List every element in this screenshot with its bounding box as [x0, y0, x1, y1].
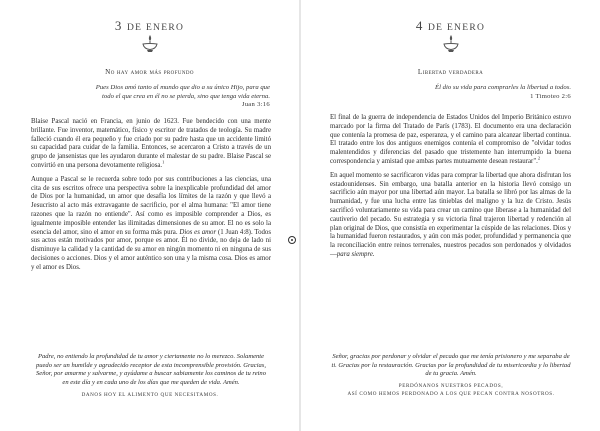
right-paragraph-1: [330, 114, 571, 167]
left-paragraph-2-emphasis: Dios es amor: [179, 228, 217, 236]
left-body-text: [31, 118, 271, 278]
right-devotional-title: Libertad verdadera: [417, 68, 484, 76]
binder-ring-left-icon: [288, 236, 296, 244]
right-quote-line1: Él dio su vida para comprarles la libertad a todos.: [435, 84, 571, 91]
right-paragraph-1-text: El final de la guerra de independencia de Estados Unidos del Imperio Británico estuvo marcado por la firma del Tratado de París (1783). El documento era una declaración que contenía la promesa de paz, esperanza, y el camino para alcanzar libertad continua. El tratado entre los dos antiguos enemigos contenía el compromiso de "olvidar todos malentendidos y diferencias del pasado que tristemente han interrumpido la buena correspondencia y amistad que ambas partes mutuamente desean restaurar".: [330, 114, 571, 165]
right-closing-block: [331, 383, 571, 398]
left-quote-reference: Juan 3:16: [241, 101, 270, 109]
left-devotional-title: No hay amor más profundo: [105, 68, 194, 76]
right-prayer: Señor, gracias por perdonar y olvidar el pecado que me tenía prisionero y me separaba de ti. Gracias por la restauración. Gracias por la profundidad de tu misericordia y lo libertad de tu gracia. Amén.: [331, 353, 571, 378]
right-scripture-quote: [331, 84, 571, 101]
right-date-month: DE ENERO: [428, 23, 486, 33]
right-paragraph-2-text: En aquel momento se sacrificaron vidas para comprar la libertad que ahora disfrutan los estadounidenses. Sin embargo, una batalla anterior en la historia llevó consigo un sacrificio aún mayor por una libertad aún mayor. La batalla se libró por las almas de la humanidad, y fue una lucha entre las tinieblas del maligno y la luz de Cristo. Jesús sacrificó voluntariamente su vida para crear un camino que liberase a la humanidad del cautiverio del pecado. Su estrategia y su victoria final trajeron libertad y redención al plan original de Dios, que consistía en experimentar la cúspide de las relaciones. Dios y la humanidad fueron restaurados, y aún con más poder, profundidad y permanencia que la reconciliación entre reinos terrenales, nuestros pecados son perdonados y olvidados —: [330, 171, 571, 258]
oil-lamp-icon: [442, 34, 460, 54]
oil-lamp-icon: [141, 34, 159, 54]
right-footnote-marker: 2: [537, 155, 541, 161]
left-quote-line2: todo el que crea en él no se pierda, sino que tenga vida eterna.: [102, 92, 270, 100]
left-scripture-quote: [30, 84, 270, 110]
left-paragraph-2: [31, 176, 271, 273]
left-paragraph-1-text: Blaise Pascal nació en Francia, en junio de 1623. Fue bendecido con una mente brillante. Fue inventor, matemático, físico y escritor de tratados de teología. Su madre falleció cuando él era pequeño y fue criado por su padre hasta que un accidente limitó su capacidad para cuidar de la familia. Entonces, se acercaron a Cristo a través de un grupo de jansenistas que les ayudaron durante el malestar de su padre. Blaise Pascal se convirtió en una persona devotamente religiosa.: [31, 118, 271, 169]
right-closing-line-1: PERDÓNANOS NUESTROS PECADOS,: [398, 383, 504, 389]
right-date-heading: [301, 18, 600, 34]
left-page: [0, 0, 299, 431]
right-date-day: 4: [415, 18, 424, 33]
right-quote-reference: 1 Timoteo 2:6: [530, 92, 571, 100]
right-page: [301, 0, 600, 431]
left-date-day: 3: [114, 18, 123, 33]
left-quote-line1: Pues Dios amó tanto al mundo que dio a su único Hijo, para que: [95, 84, 270, 91]
right-paragraph-2: [330, 172, 571, 260]
left-footnote-marker: 1: [162, 159, 165, 165]
left-paragraph-2-text: Aunque a Pascal se le recuerda sobre todo por sus contribuciones a las ciencias, una cita de sus escritos ofrece una perspectiva sobre la inexplicable profundidad del amor de Dios por la humanidad, un amor que desafía los límites de la razón y que llevó a Jesucristo al acto más extravagante de sacrificio, por el alma humana: "El amor tiene razones que la razón no entiende". Así como es imposible comprender a Dios, es igualmente imposible entender las ilimitadas dimensiones de su amor. El no es solo la esencia del amor, sino el amor en su forma más pura.: [31, 175, 271, 236]
left-date-month: DE ENERO: [127, 23, 185, 33]
left-paragraph-1: [31, 118, 271, 171]
right-paragraph-2-emphasis: para siempre.: [336, 250, 375, 258]
right-body-text: [330, 114, 571, 265]
left-date-heading: [0, 18, 299, 34]
left-paragraph-2-text-end: (1 Juan 4:8). Todos sus actos están motivados por amor, porque es amor. Él no divide, no deja de lado ni disminuye la calidad y la cantidad de su amor en ningún momento ni en ninguna de sus decisiones o acciones. Dios y el amor auténtico son una y la misma cosa. Dios es amor y el amor es Dios.: [31, 228, 271, 271]
left-closing-line: DANOS HOY EL ALIMENTO QUE NECESITAMOS.: [81, 392, 219, 398]
left-prayer: Padre, no entiendo la profundidad de tu amor y ciertamente no lo merezco. Solamente puedo ser un humilde y agradecido receptor de esta incomprensible provisión. Gracias, Señor, por amarme y salvarme, y ayúdame a buscar sabiamente los caminos de tu reino en este día y en cada uno de los días que me queden de vida. Amén.: [35, 353, 266, 386]
right-closing-line-2: ASÍ COMO HEMOS PERDONADO A LOS QUE PECAN CONTRA NOSOTROS.: [347, 390, 555, 397]
